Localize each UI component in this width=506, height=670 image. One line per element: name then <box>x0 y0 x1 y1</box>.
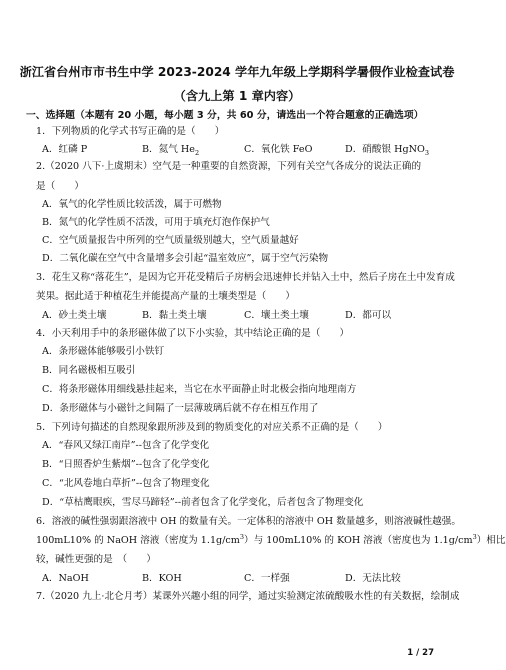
section-heading: 一、选择题（本题有 20 小题，每小题 3 分，共 60 分，请选出一个符合题意的正确选项） <box>26 110 424 121</box>
option-b: B．KOH <box>142 573 182 584</box>
question-2-option-c: C．空气质量报告中所列的空气质量级别越大，空气质量越好 <box>42 235 299 246</box>
option-c: C．氧化铁 FeO <box>244 144 313 155</box>
option-b: B．黏土类土壤 <box>142 310 207 321</box>
question-2-option-a: A．氧气的化学性质比较活泼，属于可燃物 <box>42 199 222 210</box>
question-4-option-a: A．条形磁体能够吸引小铁钉 <box>42 346 165 357</box>
question-3-continuation: 荚果。据此适于种植花生并能提高产量的土壤类型是（ ） <box>36 291 296 302</box>
option-c: C．壤土类土壤 <box>244 310 309 321</box>
question-6-stem: 6．溶液的碱性强弱跟溶液中 OH 的数量有关。一定体积的溶液中 OH 数量越多，则溶液碱性越强。 <box>36 516 461 527</box>
option-d: D．无法比较 <box>345 573 401 584</box>
question-2-continuation: 是（ ） <box>36 181 84 192</box>
option-c: C．一样强 <box>244 573 290 584</box>
question-1-stem: 1．下列物质的化学式书写正确的是（ ） <box>36 126 225 137</box>
question-5-option-a: A．“春风又绿江南岸”--包含了化学变化 <box>42 440 210 451</box>
option-d: D．都可以 <box>345 310 392 321</box>
question-5-option-d: D．“草枯鹰眼疾，雪尽马蹄轻”--前者包含了化学变化，后者包含了物理变化 <box>42 497 364 508</box>
question-6-line-3: 较，碱性更强的是 （ ） <box>36 554 156 565</box>
question-4-option-c: C．将条形磁体用细线悬挂起来，当它在水平面静止时北极会指向地理南方 <box>42 384 357 395</box>
question-5-stem: 5．下列诗句描述的自然现象跟所涉及到的物质变化的对应关系不正确的是（ ） <box>36 422 388 433</box>
question-2-option-b: B．氮气的化学性质不活泼，可用于填充灯泡作保护气 <box>42 217 270 228</box>
page-number: 1 / 27 <box>407 648 434 658</box>
question-2-option-d: D．二氧化碳在空气中含量增多会引起“温室效应”，属于空气污染物 <box>42 253 329 264</box>
option-a: A．红磷 P <box>42 144 88 155</box>
question-4-stem: 4．小天利用手中的条形磁体做了以下小实验，其中结论正确的是（ ） <box>36 328 350 339</box>
exam-title: 浙江省台州市市书生中学 2023-2024 学年九年级上学期科学暑假作业检查试卷 <box>19 65 455 79</box>
question-6-line-2: 100mL10% 的 NaOH 溶液（密度为 $1.1g/cm^3$）与 100mL10% 的 KOH 溶液（密度也为 $1.1g/cm^3$）相比 <box>36 532 506 546</box>
question-4-option-d: D．条形磁体与小磁针之间隔了一层薄玻璃后就不存在相互作用了 <box>42 403 319 414</box>
option-a: A．砂土类土壤 <box>42 310 107 321</box>
question-4-option-b: B．同名磁极相互吸引 <box>42 365 136 376</box>
question-5-option-c: C．“北风卷地白草折”--包含了物理变化 <box>42 478 210 489</box>
question-5-option-b: B．“日照香炉生紫烟”--包含了化学变化 <box>42 459 210 470</box>
question-3-stem: 3．花生又称“落花生”，是因为它开花受精后子房柄会迅速伸长并钻入土中，然后子房在土中发育成 <box>36 272 455 283</box>
option-a: A．NaOH <box>42 573 89 584</box>
exam-subtitle: （含九上第 1 章内容） <box>173 89 301 103</box>
option-b: B．氦气 $He_2$ <box>142 144 200 157</box>
option-d: D．硝酸银 HgNO$_3$ <box>345 144 430 157</box>
question-2-stem: 2.（2020 八下·上虞期末）空气是一种重要的自然资源，下列有关空气各成分的说法正确的 <box>36 161 422 172</box>
question-7-stem: 7.（2020 九上·北仑月考）某课外兴趣小组的同学，通过实验测定浓硫酸吸水性的有关数据，绘制成 <box>36 591 460 602</box>
